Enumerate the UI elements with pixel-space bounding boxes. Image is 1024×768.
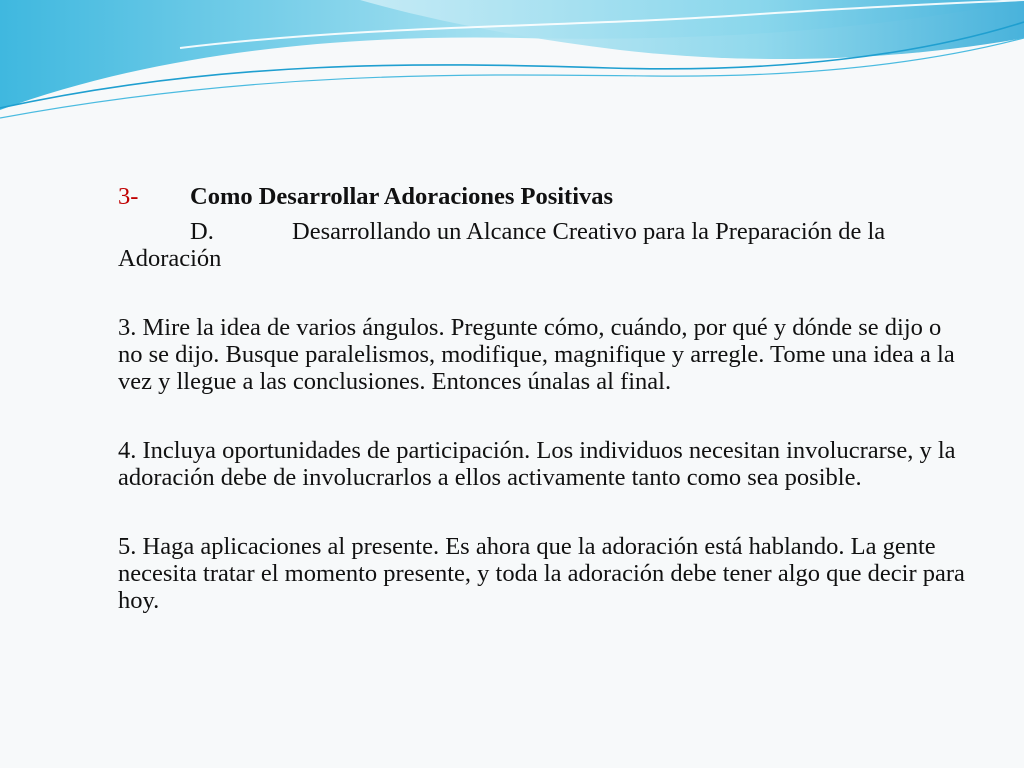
- heading-number: 3-: [118, 183, 139, 210]
- paragraph-3: 3. Mire la idea de varios ángulos. Pregunte cómo, cuándo, por qué y dónde se dijo o no se dijo. Busque paralelismos, modifique, magnifique y arregle. Tome una idea a la vez y llegue a las conclusiones. Entonces únalas al final.: [118, 314, 955, 395]
- paragraph-5: 5. Haga aplicaciones al presente. Es ahora que la adoración está hablando. La gente necesita tratar el momento presente, y toda la adoración debe tener algo que decir para hoy.: [118, 533, 965, 614]
- heading-title: Como Desarrollar Adoraciones Positivas: [190, 183, 614, 210]
- subheading: [118, 218, 968, 272]
- decorative-wave-header: [0, 0, 1024, 130]
- paragraph-4: 4. Incluya oportunidades de participación. Los individuos necesitan involucrarse, y la adoración debe de involucrarlos a ellos activamente tanto como sea posible.: [118, 437, 956, 491]
- subheading-title: Desarrollando un Alcance Creativo para la Preparación de la Adoración: [118, 218, 886, 272]
- slide-heading: [118, 183, 968, 210]
- slide-content: [118, 183, 968, 614]
- subheading-letter: D.: [190, 218, 214, 245]
